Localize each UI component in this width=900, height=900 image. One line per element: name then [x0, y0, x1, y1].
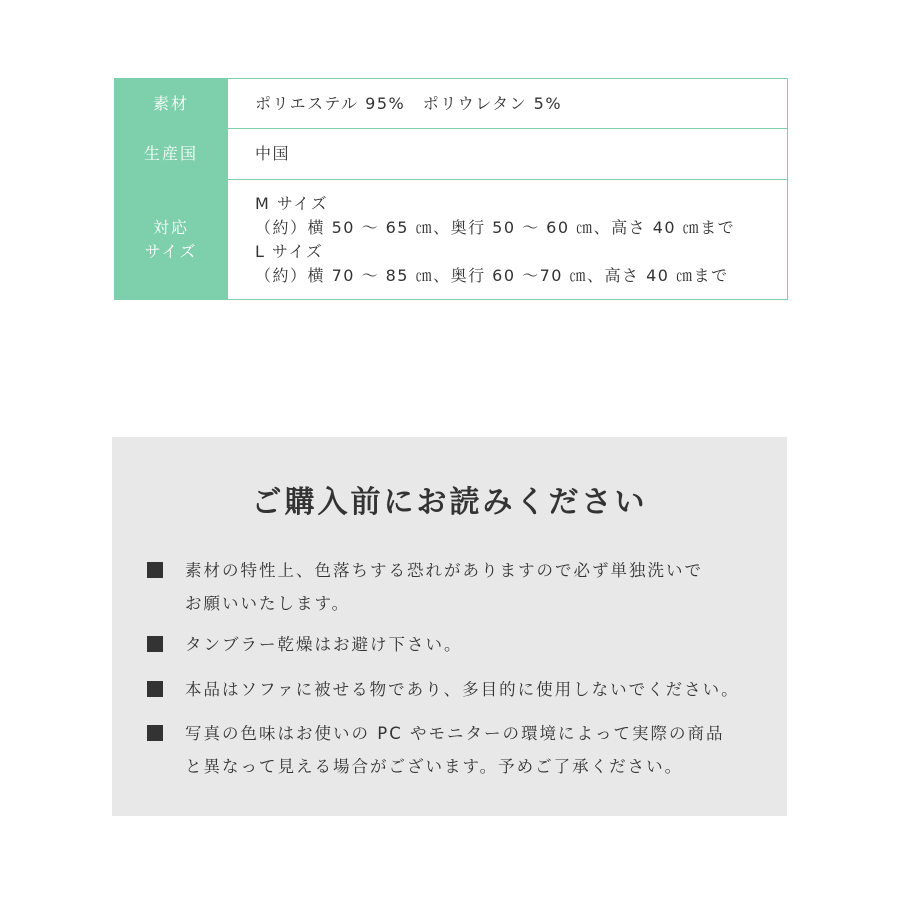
- notice-item-line: 素材の特性上、色落ちする恐れがありますので必ず単独洗いで: [185, 561, 703, 580]
- notice-item-line: 写真の色味はお使いの PC やモニターの環境によって実際の商品: [185, 724, 725, 743]
- spec-value-line: M サイズ: [255, 193, 329, 213]
- notice-item-line: と異なって見える場合がございます。予めご了承ください。: [185, 757, 684, 776]
- notice-title: ご購入前にお読みください: [251, 485, 648, 520]
- spec-value-line: （約）横 50 〜 65 ㎝、奥行 50 〜 60 ㎝、高さ 40 ㎝まで: [255, 217, 736, 237]
- spec-value-line: ポリエステル 95% ポリウレタン 5%: [255, 93, 563, 113]
- spec-header-label: 素材: [152, 93, 189, 113]
- spec-header-label: 生産国: [143, 144, 198, 163]
- spec-row-origin: [115, 129, 788, 180]
- spec-value-line: L サイズ: [255, 241, 324, 261]
- notice-item: [147, 554, 767, 620]
- spec-row-size: [115, 180, 788, 300]
- notice-box: [112, 437, 787, 816]
- spec-value-line: 中国: [255, 144, 291, 163]
- spec-header-origin: [115, 129, 228, 180]
- spec-value-origin: [228, 129, 788, 180]
- notice-item-line: タンブラー乾燥はお避け下さい。: [185, 635, 463, 654]
- notice-item-line: お願いいたします。: [185, 594, 351, 613]
- spec-header-label: 対応: [152, 217, 189, 237]
- spec-header-material: [115, 79, 228, 129]
- notice-item: [147, 717, 767, 783]
- spec-value-size: [228, 180, 788, 300]
- square-bullet-icon: [147, 636, 163, 652]
- square-bullet-icon: [147, 681, 163, 697]
- notice-item-line: 本品はソファに被せる物であり、多目的に使用しないでください。: [185, 680, 740, 699]
- notice-item: [147, 673, 767, 706]
- spec-table: [114, 78, 788, 300]
- spec-header-label: サイズ: [144, 241, 198, 261]
- spec-header-size: [115, 180, 228, 300]
- square-bullet-icon: [147, 725, 163, 741]
- spec-value-line: （約）横 70 〜 85 ㎝、奥行 60 〜70 ㎝、高さ 40 ㎝まで: [255, 265, 729, 285]
- spec-value-material: [228, 79, 788, 129]
- spec-row-material: [115, 79, 788, 129]
- square-bullet-icon: [147, 562, 163, 578]
- notice-item: [147, 628, 767, 661]
